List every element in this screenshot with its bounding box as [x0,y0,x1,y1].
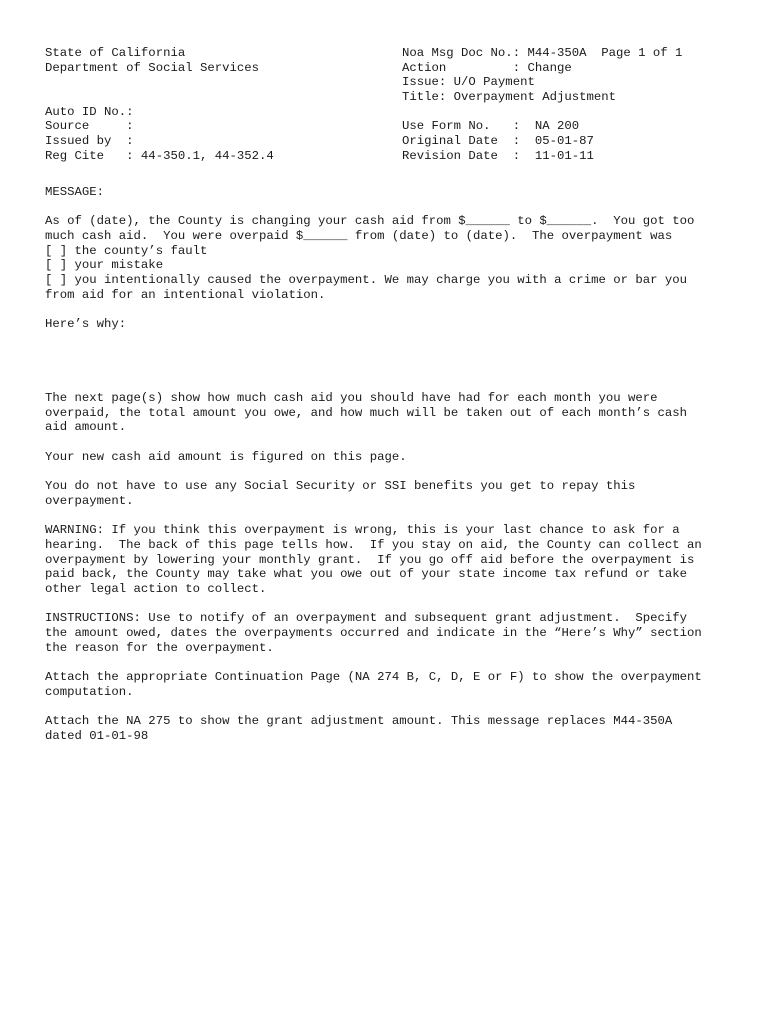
revision-date-field: Revision Date : 11-01-11 [402,148,594,163]
original-date-field: Original Date : 05-01-87 [402,134,594,149]
department-name: Department of Social Services [45,60,260,75]
reg-cite-field: Reg Cite : 44-350.1, 44-352.4 [45,148,274,163]
message-intro [45,214,735,302]
header-right-column [402,46,735,164]
issued-by-field: Issued by : [45,134,134,149]
option-your-mistake: [ ] your mistake [45,258,164,273]
title-field: Title: Overpayment Adjustment [402,90,617,105]
option-county-fault: [ ] the county’s fault [45,243,208,258]
auto-id-field: Auto ID No.: [45,104,134,119]
intro-line: As of (date), the County is changing your cash aid from $______ to $______. You got too [45,214,695,229]
use-form-field: Use Form No. : NA 200 [402,119,580,134]
doc-number-field: Noa Msg Doc No.: M44-350A Page 1 of 1 [402,46,683,60]
agency-name: State of California [45,46,186,60]
issue-field: Issue: U/O Payment [402,75,535,90]
action-field: Action : Change [402,60,572,75]
document-header [45,46,735,164]
attach-na275-paragraph: Attach the NA 275 to show the grant adjustment amount. This message replaces M44-350A dated 01-01-98 [45,714,673,743]
document-page [45,46,735,744]
next-pages-paragraph: The next page(s) show how much cash aid you should have had for each month you were overpaid, the total amount you owe, and how much will be taken out of each month’s cash aid amount. [45,390,688,435]
source-field: Source : [45,119,134,134]
header-left-column [45,46,385,164]
warning-paragraph: WARNING: If you think this overpayment is wrong, this is your last chance to ask for a hearing. The back of this page tells how. If you stay on aid, the County can collect an overpayment by lowering your monthly grant. If you go off aid before the overpayment is paid back, the County may take what you owe out of your state income tax refund or take other legal action to collect. [45,523,702,596]
new-amount-paragraph: Your new cash aid amount is figured on this page. [45,449,407,464]
option-intentional-cont: from aid for an intentional violation. [45,287,326,302]
intro-line: much cash aid. You were overpaid $______ from (date) to (date). The overpayment was [45,229,673,244]
attach-continuation-paragraph: Attach the appropriate Continuation Page (NA 274 B, C, D, E or F) to show the overpayment computation. [45,670,702,699]
instructions-paragraph: INSTRUCTIONS: Use to notify of an overpayment and subsequent grant adjustment. Specify the amount owed, dates the overpayments occurred and indicate in the “Here’s Why” section the reason for the overpayment. [45,611,702,655]
message-label: MESSAGE: [45,185,105,199]
ssi-paragraph: You do not have to use any Social Security or SSI benefits you get to repay this overpayment. [45,479,636,508]
heres-why-label: Here’s why: [45,317,127,332]
option-intentional: [ ] you intentionally caused the overpayment. We may charge you with a crime or bar you [45,273,688,288]
